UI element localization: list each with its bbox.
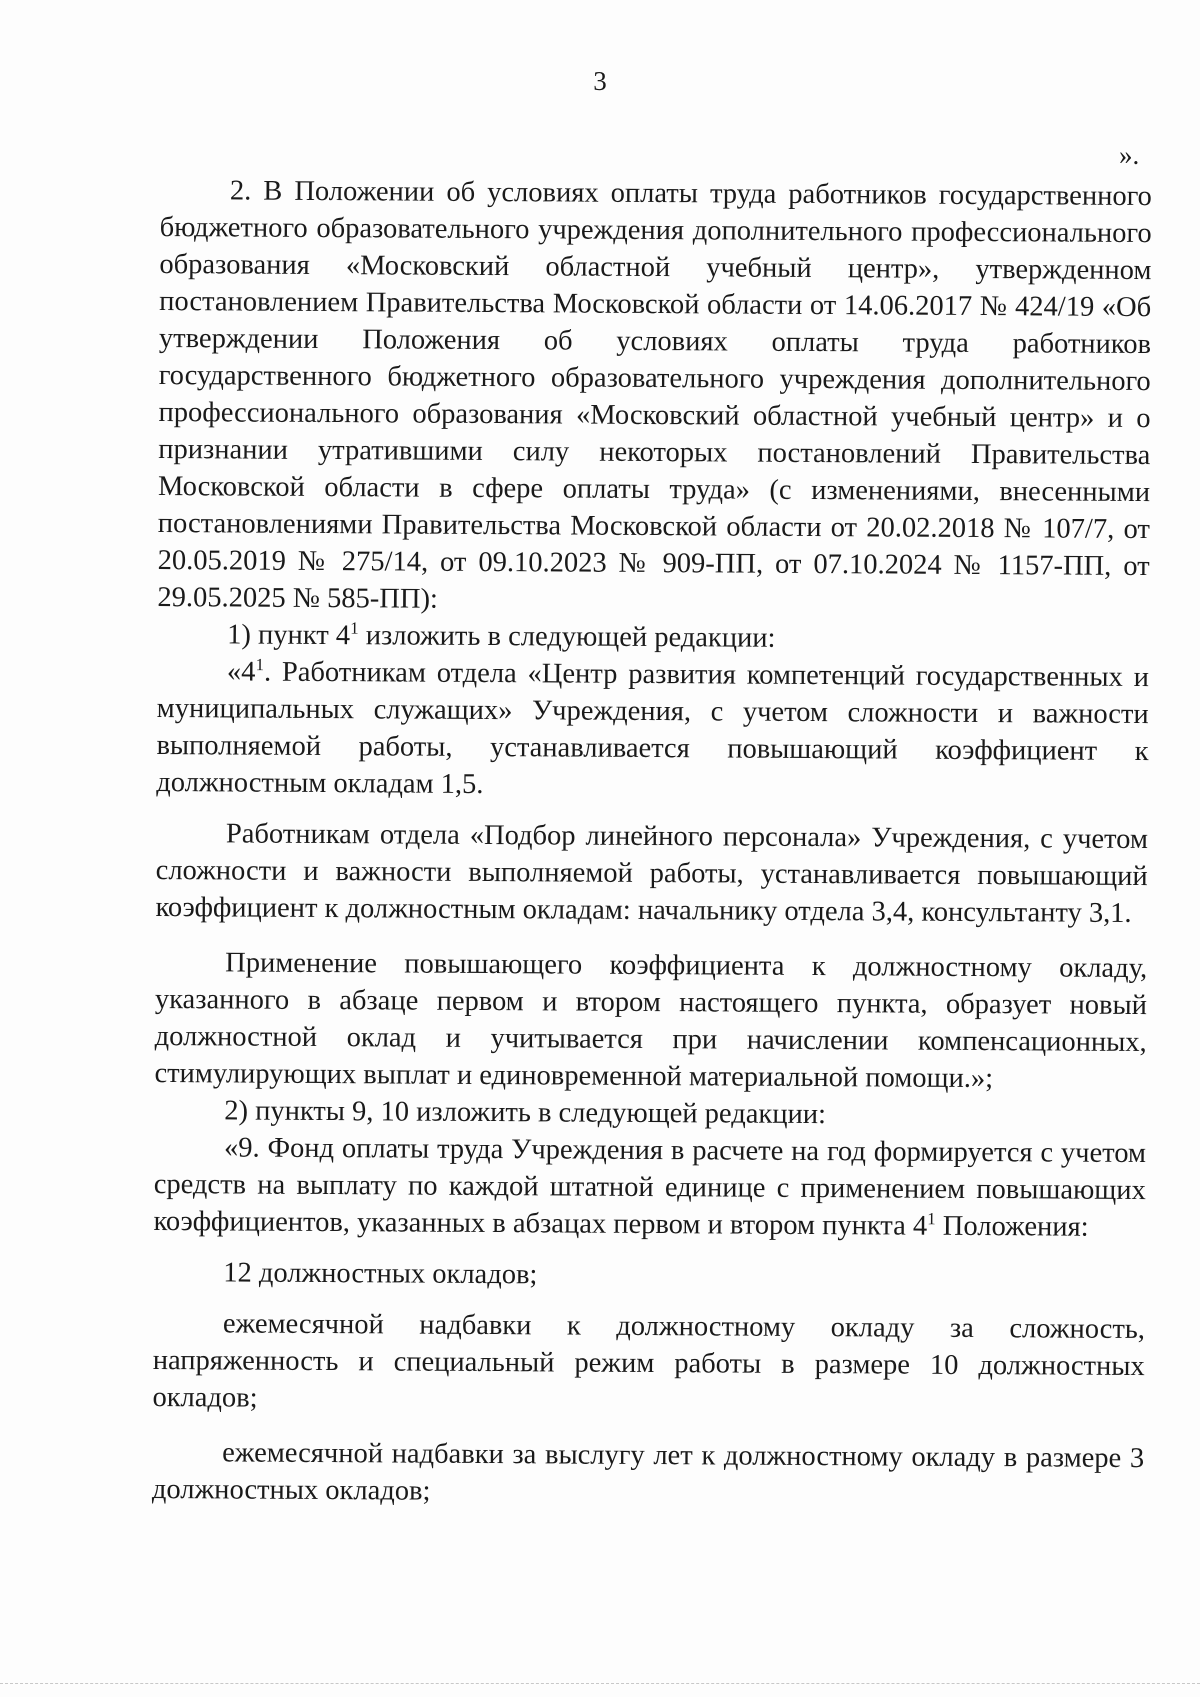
superscript: 1 — [350, 618, 359, 638]
item-2-intro-paragraph: 2. В Положении об условиях оплаты труда работников государственного бюджетного образовательного учреждения дополнительного профессионального образования «Московский областной учебный центр», утвержденном постановлением Правительства Московской области от 14.06.2017 № 424/19 «Об утверждении Положения об условиях оплаты труда работников государственного бюджетного образовательного учреждения дополнительного профессионального образования «Московский областной учебный центр» и о признании утратившими силу некоторых постановлений Правительства Московской области в сфере оплаты труда» (с изменениями, внесенными постановлениями Правительства Московской области от 20.02.2018 № 107/7, от 20.05.2019 № 275/14, от 09.10.2023 № 909-ПП, от 07.10.2024 № 1157-ПП, от 29.05.2025 № 585-ПП): — [157, 175, 1152, 615]
closing-quote: ». — [1119, 140, 1140, 170]
superscript: 1 — [255, 655, 265, 675]
clause-9-list-item: ежемесячной надбавки за выслугу лет к должностному окладу в размере 3 должностных окладов; — [151, 1437, 1145, 1507]
page-number: 3 — [593, 66, 607, 96]
subitem-1-text: 1) пункт 4 — [227, 619, 351, 652]
document-body — [152, 172, 1152, 1514]
superscript: 1 — [927, 1209, 936, 1229]
clause-9-list-item: ежемесячной надбавки к должностному окладу за сложность, напряженность и специальный режим работы в размере 10 должностных окладов; — [152, 1308, 1146, 1414]
clause-4-1-first-paragraph — [156, 653, 1149, 807]
clause-4-1-third-paragraph: Применение повышающего коэффициента к должностному окладу, указанного в абзаце первом и втором настоящего пункта, образует новый должностной оклад и учитывается при начислении компенсационных, стимулирующих выплат и единовременной материальной помощи.»; — [154, 947, 1148, 1095]
clause-9-text: «9. Фонд оплаты труда Учреждения в расчете на год формируется с учетом средств на выплату по каждой штатной единице с применением повышающих коэффициентов, указанных в абзацах первом и втором пункта 4 — [153, 1132, 1147, 1242]
subitem-1-paragraph — [157, 616, 1149, 659]
clause-4-1-text: «4 — [226, 656, 256, 688]
subitem-2-paragraph: 2) пункты 9, 10 изложить в следующей редакции: — [224, 1095, 827, 1131]
clause-9-list-item: 12 должностных окладов; — [223, 1257, 538, 1291]
scan-edge-divider — [0, 1683, 1200, 1684]
clause-9-paragraph — [153, 1129, 1146, 1246]
subitem-1-text-tail: изложить в следующей редакции: — [358, 620, 776, 654]
clause-4-1-second-paragraph: Работникам отдела «Подбор линейного персонала» Учреждения, с учетом сложности и важности выполняемой работы, устанавливается повышающий коэффициент к должностным окладам: начальнику отдела 3,4, консультанту 3,1. — [155, 818, 1149, 929]
clause-4-1-text-tail: . Работникам отдела «Центр развития компетенций государственных и муниципальных служащих» Учреждения, с учетом сложности и важности выполняемой работы, устанавливается повышающий коэффициент к должностным окладам 1,5. — [156, 656, 1150, 800]
clause-9-text-tail: Положения: — [935, 1210, 1089, 1243]
